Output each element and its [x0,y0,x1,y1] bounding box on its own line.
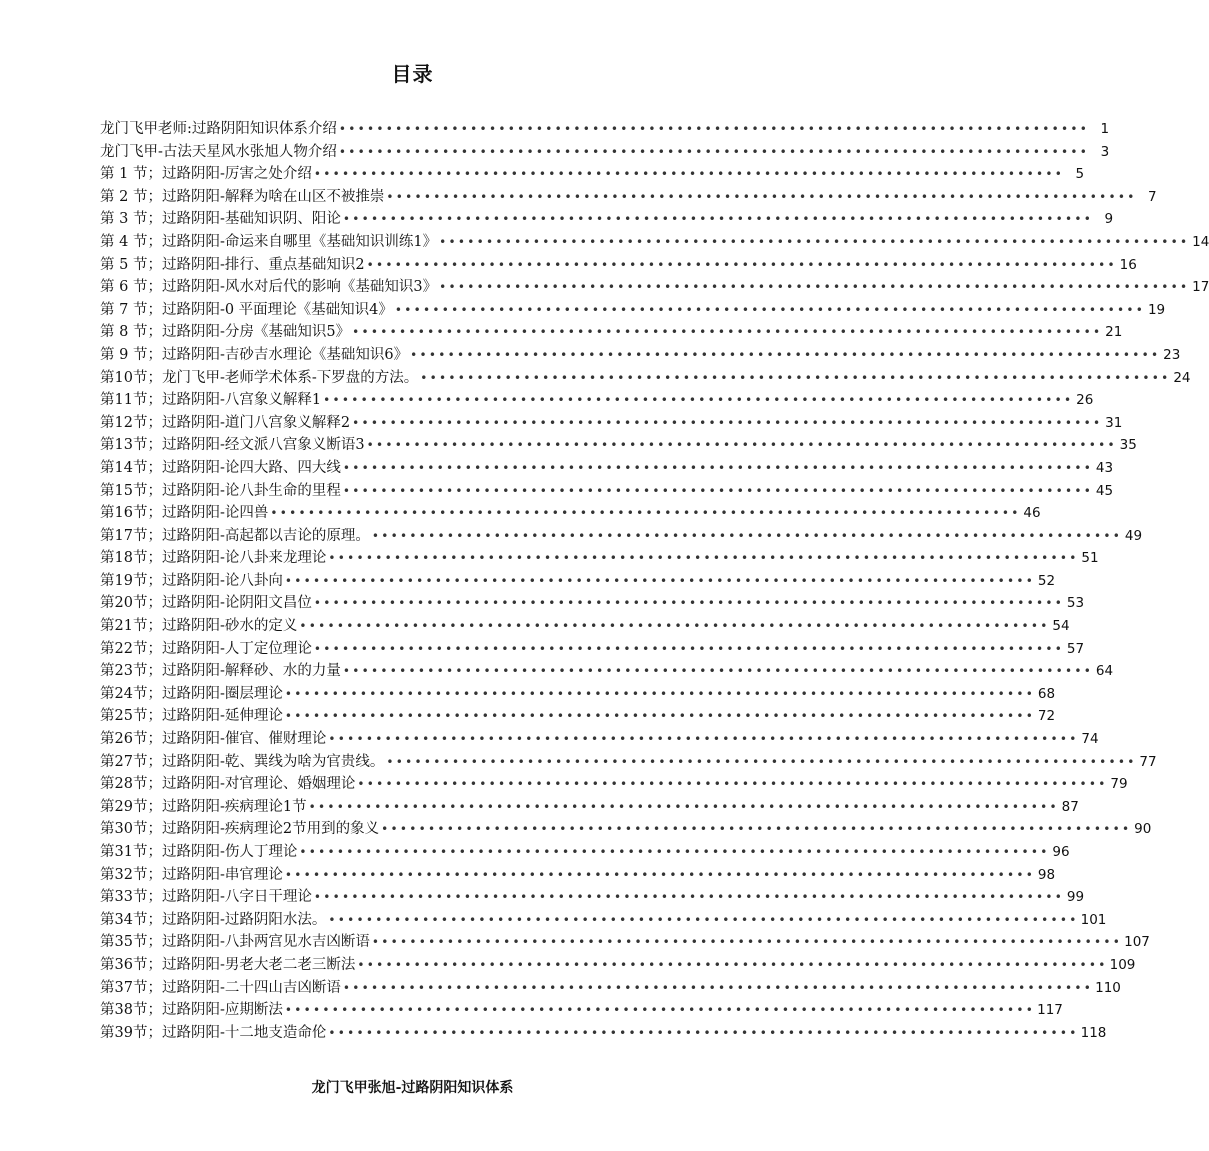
toc-entry-title: 第 6 节；过路阴阳-风水对后代的影响《基础知识3》 [100,279,438,296]
toc-dot-leader: •••••••••••••••••••••••••••••••••••••••••••••••••••••••••••••••••••••••••••••••• [342,460,1094,475]
toc-dot-leader: •••••••••••••••••••••••••••••••••••••••••••••••••••••••••••••••••••••••••••••••• [371,528,1123,543]
toc-entry-page-number: 90 [1134,821,1152,838]
toc-entry [100,863,1056,886]
toc-dot-leader: •••••••••••••••••••••••••••••••••••••••••••••••••••••••••••••••••••••••••••••••• [338,122,1090,136]
toc-dot-leader: •••••••••••••••••••••••••••••••••••••••••••••••••••••••••••••••••••••••••••••••• [357,777,1108,792]
toc-entry-title: 第32节；过路阴阳-串官理论 [100,866,283,883]
toc-entry-title: 第38节；过路阴阳-应期断法 [100,1002,283,1019]
toc-entry [100,501,1041,524]
toc-dot-leader: •••••••••••••••••••••••••••••••••••••••••••••••••••••••••••••••••••••••••••••••• [308,799,1059,814]
toc-entry [100,1021,1107,1044]
toc-entry-title: 第37节；过路阴阳-二十四山吉凶断语 [100,979,341,996]
toc-dot-leader: •••••••••••••••••••••••••••••••••••••••••••••••••••••••••••••••••••••••••••••••• [284,867,1036,882]
toc-entry-page-number: 107 [1124,934,1150,951]
page-footer: 龙门飞甲张旭-过路阴阳知识体系 [311,1080,514,1096]
toc-entry [100,591,1085,614]
toc-entry [100,320,1123,343]
toc-entry-page-number: 45 [1095,482,1114,499]
toc-entry [100,524,1143,547]
toc-dot-leader: •••••••••••••••••••••••••••••••••••••••••••••••••••••••••••••••••••••••••••••••• [328,732,1079,747]
toc-dot-leader: •••••••••••••••••••••••••••••••••••••••••••••••••••••••••••••••••••••••••••••••• [420,370,1171,385]
toc-entry-page-number: 53 [1066,595,1085,612]
toc-entry-page-number: 49 [1124,527,1143,544]
toc-entry-title: 第11节；过路阴阳-八宫象义解释1 [100,392,322,409]
toc-entry-page-number: 110 [1095,979,1121,996]
toc-entry-title: 第26节；过路阴阳-催官、催财理论 [100,731,327,748]
toc-entry-page-number: 51 [1081,550,1099,567]
toc-entry-page-number: 21 [1105,324,1123,341]
toc-entry-title: 第35节；过路阴阳-八卦两宫见水吉凶断语 [100,934,370,951]
toc-entry-title: 第21节；过路阴阳-砂水的定义 [100,618,298,635]
toc-dot-leader: •••••••••••••••••••••••••••••••••••••••••••••••••••••••••••••••••••••••••••••••• [299,619,1050,634]
toc-dot-leader: •••••••••••••••••••••••••••••••••••••••••••••••••••••••••••••••••••••••••••••••• [366,257,1117,272]
toc-entry-page-number: 5 [1075,166,1085,183]
toc-entry-page-number: 96 [1052,844,1070,860]
toc-entry-page-number: 23 [1163,346,1181,363]
toc-entry-page-number: 64 [1095,663,1114,680]
toc-entry-title: 龙门飞甲老师:过路阴阳知识体系介绍 [100,121,337,137]
toc-entry [100,772,1128,795]
toc-entry-title: 第 1 节；过路阴阳-厉害之处介绍 [100,166,312,183]
toc-entry-title: 第17节；过路阴阳-高起都以吉论的原理。 [100,527,370,544]
toc-dot-leader: •••••••••••••••••••••••••••••••••••••••••••••••••••••••••••••••••••••••••••••••• [338,144,1090,159]
toc-entry-title: 第33节；过路阴阳-八字日干理论 [100,889,312,906]
toc-entry-page-number: 118 [1080,1024,1107,1041]
toc-dot-leader: •••••••••••••••••••••••••••••••••••••••••••••••••••••••••••••••••••••••••••••••• [371,935,1123,950]
toc-entry-title: 第22节；过路阴阳-人丁定位理论 [100,640,312,657]
toc-entry-page-number: 117 [1037,1002,1063,1019]
toc-entry-title: 第13节；过路阴阳-经文派八宫象义断语3 [100,437,365,454]
toc-entry [100,140,1110,163]
toc-dot-leader: •••••••••••••••••••••••••••••••••••••••••••••••••••••••••••••••••••••••••••••••• [386,754,1137,769]
toc-dot-leader: •••••••••••••••••••••••••••••••••••••••••••••••••••••••••••••••••••••••••••••••• [328,1025,1079,1040]
toc-entry-page-number: 77 [1139,753,1157,770]
toc-entry-page-number: 19 [1147,301,1166,318]
toc-entry [100,479,1114,502]
toc-entry [100,230,1209,253]
toc-entry [100,343,1181,366]
toc-entry-page-number: 68 [1037,685,1056,702]
toc-entry [100,117,1110,140]
toc-entry-page-number: 16 [1119,256,1137,273]
toc-entry-title: 第 2 节；过路阴阳-解释为啥在山区不被推崇 [100,188,385,205]
toc-entry-page-number: 72 [1037,708,1056,725]
toc-entry [100,456,1114,479]
toc-dot-leader: •••••••••••••••••••••••••••••••••••••••••••••••••••••••••••••••••••••••••••••••• [284,573,1036,588]
toc-entry-title: 第36节；过路阴阳-男老大老二老三断法 [100,956,356,973]
toc-entry [100,885,1085,908]
toc-dot-leader: •••••••••••••••••••••••••••••••••••••••••••••••••••••••••••••••••••••••••••••••• [328,912,1079,927]
toc-entry [100,185,1157,208]
toc-entry [100,298,1166,321]
toc-entry [100,953,1136,976]
page-title: 目录 [391,62,434,86]
toc-entry-title: 第19节；过路阴阳-论八卦向 [100,572,283,589]
toc-entry [100,817,1152,840]
toc-entry [100,704,1056,727]
toc-dot-leader: •••••••••••••••••••••••••••••••••••••••••••••••••••••••••••••••••••••••••••••••• [342,980,1094,995]
toc-entry-title: 第39节；过路阴阳-十二地支造命伦 [100,1024,327,1041]
toc-entry-page-number: 35 [1119,437,1137,454]
toc-entry [100,433,1137,456]
toc-entry-title: 第27节；过路阴阳-乾、巽线为啥为官贵线。 [100,753,385,770]
toc-entry-title: 第14节；过路阴阳-论四大路、四大线 [100,459,341,476]
toc-entry-page-number: 99 [1066,889,1085,906]
toc-dot-leader: •••••••••••••••••••••••••••••••••••••••••••••••••••••••••••••••••••••••••••••••• [313,167,1065,182]
toc-entry-page-number: 3 [1100,143,1110,160]
toc-entry [100,727,1099,750]
toc-entry-page-number: 7 [1148,188,1157,205]
toc-dot-leader: •••••••••••••••••••••••••••••••••••••••••••••••••••••••••••••••••••••••••••••••• [439,280,1190,295]
toc-entry-page-number: 31 [1105,414,1123,431]
toc-entry-title: 第15节；过路阴阳-论八卦生命的里程 [100,482,341,499]
toc-dot-leader: •••••••••••••••••••••••••••••••••••••••••••••••••••••••••••••••••••••••••••••••• [366,438,1117,453]
toc-entry-title: 第 3 节；过路阴阳-基础知识阴、阳论 [100,211,341,228]
toc-dot-leader: •••••••••••••••••••••••••••••••••••••••••••••••••••••••••••••••••••••••••••••••• [352,415,1103,430]
toc-entry-page-number: 46 [1023,505,1041,522]
toc-dot-leader: •••••••••••••••••••••••••••••••••••••••••••••••••••••••••••••••••••••••••••••••• [410,347,1161,362]
toc-entry-title: 第34节；过路阴阳-过路阴阳水法。 [100,911,327,928]
toc-entry-title: 第30节；过路阴阳-疾病理论2节用到的象义 [100,821,380,838]
toc-entry [100,998,1063,1021]
toc-entry [100,569,1056,592]
toc-entry-page-number: 14 [1192,233,1209,250]
toc-entry [100,388,1094,411]
toc-entry-title: 第18节；过路阴阳-论八卦来龙理论 [100,550,327,567]
toc-entry-title: 第16节；过路阴阳-论四兽 [100,505,269,522]
toc-entry-page-number: 52 [1037,572,1056,589]
toc-entry [100,207,1114,230]
toc-entry [100,659,1114,682]
toc-dot-leader: •••••••••••••••••••••••••••••••••••••••••••••••••••••••••••••••••••••••••••••••• [357,957,1108,972]
toc-entry-page-number: 43 [1095,459,1114,476]
toc-entry-page-number: 74 [1081,731,1099,748]
toc-entry-page-number: 24 [1173,369,1191,386]
toc-entry [100,275,1209,298]
toc-dot-leader: •••••••••••••••••••••••••••••••••••••••••••••••••••••••••••••••••••••••••••••••• [270,506,1021,521]
toc-dot-leader: •••••••••••••••••••••••••••••••••••••••••••••••••••••••••••••••••••••••••••••••• [313,596,1065,611]
toc-entry-page-number: 101 [1080,911,1107,928]
toc-dot-leader: •••••••••••••••••••••••••••••••••••••••••••••••••••••••••••••••••••••••••••••••• [342,212,1094,227]
toc-entry-title: 第24节；过路阴阳-圈层理论 [100,685,283,702]
toc-dot-leader: •••••••••••••••••••••••••••••••••••••••••••••••••••••••••••••••••••••••••••••••• [386,189,1137,204]
toc-dot-leader: •••••••••••••••••••••••••••••••••••••••••••••••••••••••••••••••••••••••••••••••• [313,641,1065,656]
toc-entry-title: 第29节；过路阴阳-疾病理论1节 [100,798,307,815]
toc-entry-title: 第 5 节；过路阴阳-排行、重点基础知识2 [100,256,365,273]
toc-entry [100,682,1056,705]
toc-entry [100,162,1085,185]
toc-entry [100,930,1150,953]
toc-entry [100,908,1107,931]
toc-entry-title: 第20节；过路阴阳-论阴阳文昌位 [100,595,312,612]
toc-entry [100,366,1191,389]
toc-entry-page-number: 17 [1192,279,1209,296]
toc-entry-title: 第 7 节；过路阴阳-0 平面理论《基础知识4》 [100,301,393,318]
toc-entry-page-number: 26 [1076,392,1094,409]
toc-dot-leader: •••••••••••••••••••••••••••••••••••••••••••••••••••••••••••••••••••••••••••••••• [313,890,1065,905]
toc-dot-leader: •••••••••••••••••••••••••••••••••••••••••••••••••••••••••••••••••••••••••••••••• [394,302,1146,317]
toc-entry-page-number: 79 [1110,776,1128,793]
toc-entry-title: 第31节；过路阴阳-伤人丁理论 [100,844,298,860]
toc-entry [100,546,1099,569]
toc-entry-title: 第25节；过路阴阳-延伸理论 [100,708,283,725]
toc-entry-page-number: 98 [1037,866,1056,883]
toc-entry [100,976,1121,999]
toc-entry-page-number: 54 [1052,618,1070,635]
toc-entry-title: 第10节；龙门飞甲-老师学术体系-下罗盘的方法。 [100,369,419,386]
toc-dot-leader: •••••••••••••••••••••••••••••••••••••••••••••••••••••••••••••••••••••••••••••••• [342,664,1094,679]
toc-entry [100,840,1070,863]
toc-dot-leader: •••••••••••••••••••••••••••••••••••••••••••••••••••••••••••••••••••••••••••••••• [439,234,1190,249]
toc-entry-page-number: 109 [1109,956,1136,973]
toc-entry [100,795,1079,818]
toc-entry-title: 第28节；过路阴阳-对官理论、婚姻理论 [100,776,356,793]
table-of-contents [100,117,1209,1043]
toc-entry-page-number: 1 [1100,121,1110,137]
toc-dot-leader: •••••••••••••••••••••••••••••••••••••••••••••••••••••••••••••••••••••••••••••••• [352,325,1103,340]
toc-entry [100,614,1070,637]
toc-entry-title: 第 4 节；过路阴阳-命运来自哪里《基础知识训练1》 [100,233,438,250]
toc-entry-page-number: 57 [1066,640,1085,657]
toc-dot-leader: •••••••••••••••••••••••••••••••••••••••••••••••••••••••••••••••••••••••••••••••• [328,551,1079,566]
toc-entry-page-number: 87 [1061,798,1079,815]
toc-dot-leader: •••••••••••••••••••••••••••••••••••••••••••••••••••••••••••••••••••••••••••••••• [381,822,1132,837]
toc-entry-title: 第 9 节；过路阴阳-吉砂吉水理论《基础知识6》 [100,346,409,363]
toc-entry-title: 龙门飞甲-古法天星风水张旭人物介绍 [100,143,337,160]
toc-dot-leader: •••••••••••••••••••••••••••••••••••••••••••••••••••••••••••••••••••••••••••••••• [299,845,1050,859]
toc-entry-page-number: 9 [1104,211,1114,228]
toc-entry [100,411,1123,434]
toc-dot-leader: •••••••••••••••••••••••••••••••••••••••••••••••••••••••••••••••••••••••••••••••• [284,686,1036,701]
toc-dot-leader: •••••••••••••••••••••••••••••••••••••••••••••••••••••••••••••••••••••••••••••••• [284,1003,1036,1018]
toc-entry [100,637,1085,660]
toc-dot-leader: •••••••••••••••••••••••••••••••••••••••••••••••••••••••••••••••••••••••••••••••• [323,393,1074,408]
toc-entry-title: 第 8 节；过路阴阳-分房《基础知识5》 [100,324,351,341]
toc-entry-title: 第23节；过路阴阳-解释砂、水的力量 [100,663,341,680]
toc-entry [100,253,1137,276]
toc-dot-leader: •••••••••••••••••••••••••••••••••••••••••••••••••••••••••••••••••••••••••••••••• [342,483,1094,498]
toc-entry-title: 第12节；过路阴阳-道门八宫象义解释2 [100,414,351,431]
toc-dot-leader: •••••••••••••••••••••••••••••••••••••••••••••••••••••••••••••••••••••••••••••••• [284,709,1036,724]
toc-entry [100,750,1157,773]
